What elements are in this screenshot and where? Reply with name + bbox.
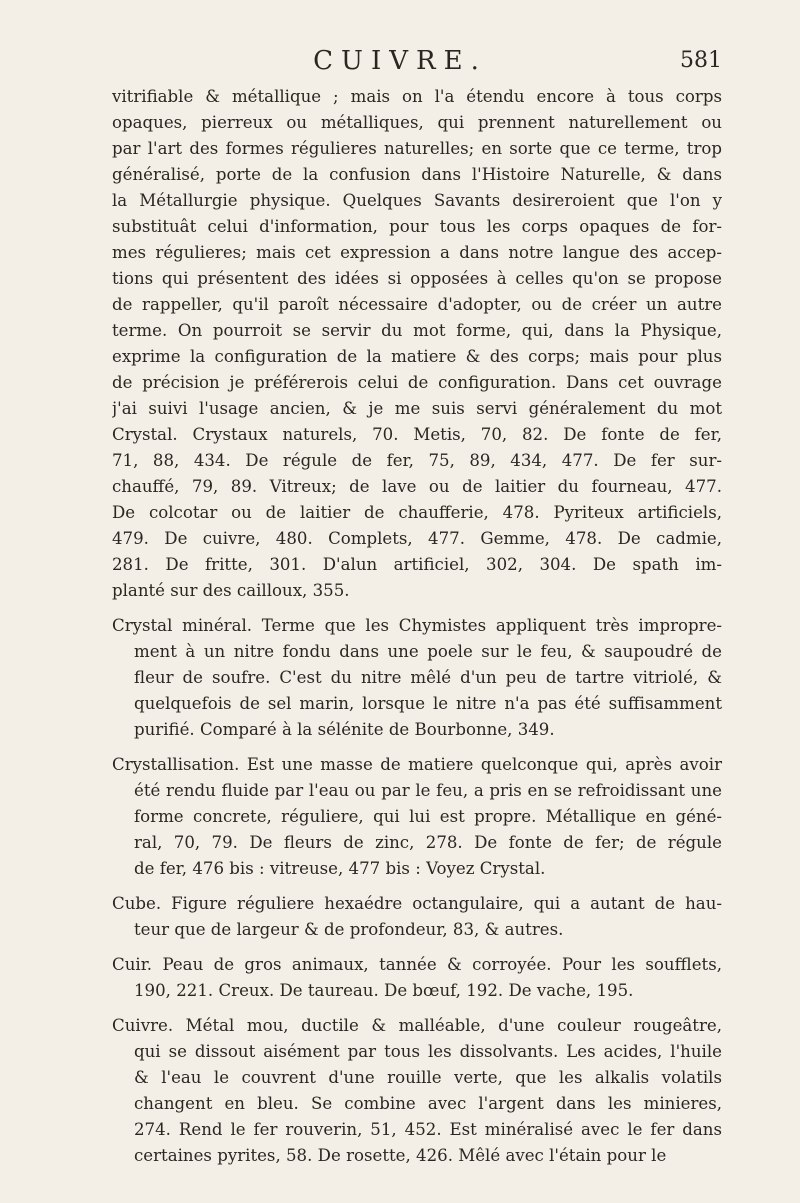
entry-line: Cuivre. Métal mou, ductile & malléable, d'une couleur rougeâtre, [112,1016,722,1035]
entry-line: Crystal. Crystaux naturels, 70. Metis, 70, 82. De fonte de fer, [112,425,722,444]
entry-line: de précision je préférerois celui de configuration. Dans cet ouvrage [112,373,722,392]
entry-line: 281. De fritte, 301. D'alun artificiel, 302, 304. De spath im- [112,555,722,574]
entry-line: 274. Rend le fer rouverin, 51, 452. Est minéralisé avec le fer dans [134,1120,722,1139]
entry-line: purifié. Comparé à la sélénite de Bourbonne, 349. [134,720,555,739]
entry-line: qui se dissout aisément par tous les dissolvants. Les acides, l'huile [134,1042,722,1061]
entry-line: Crystal minéral. Terme que les Chymistes appliquent très impropre- [112,616,722,635]
running-title: CUIVRE. [313,46,487,76]
entry-line: ment à un nitre fondu dans une poele sur le feu, & saupoudré de [134,642,722,661]
entry-line: substituât celui d'information, pour tous les corps opaques de for- [112,217,722,236]
entry-line: planté sur des cailloux, 355. [112,581,350,600]
entry-line: été rendu fluide par l'eau ou par le feu, a pris en se refroidissant une [134,781,722,800]
entry-line: 71, 88, 434. De régule de fer, 75, 89, 434, 477. De fer sur- [112,451,722,470]
paragraph-gap [112,1004,722,1013]
paragraph-gap [112,882,722,891]
paragraph-gap [112,943,722,952]
entry-line: De colcotar ou de laitier de chaufferie, 478. Pyriteux artificiels, [112,503,722,522]
entry-line: 479. De cuivre, 480. Complets, 477. Gemme, 478. De cadmie, [112,529,722,548]
index-entry [112,613,722,743]
entry-line: opaques, pierreux ou métalliques, qui prennent naturellement ou [112,113,722,132]
paragraph-gap [112,743,722,752]
entry-line: changent en bleu. Se combine avec l'argent dans les minieres, [134,1094,722,1113]
entry-line: généralisé, porte de la confusion dans l'Histoire Naturelle, & dans [112,165,722,184]
index-entry [112,952,722,1004]
entry-line: exprime la configuration de la matiere & des corps; mais pour plus [112,347,722,366]
entry-line: Cube. Figure réguliere hexaédre octangulaire, qui a autant de hau- [112,894,722,913]
page-header [0,46,800,86]
index-entry [112,1013,722,1169]
index-entry [112,84,722,604]
entry-line: certaines pyrites, 58. De rosette, 426. Mêlé avec l'étain pour le [134,1146,667,1165]
entry-line: fleur de soufre. C'est du nitre mêlé d'un peu de tartre vitriolé, & [134,668,722,687]
entry-line: terme. On pourroit se servir du mot forme, qui, dans la Physique, [112,321,722,340]
entry-line: ral, 70, 79. De fleurs de zinc, 278. De fonte de fer; de régule [134,833,722,852]
page-number: 581 [680,48,722,73]
entry-line: j'ai suivi l'usage ancien, & je me suis servi généralement du mot [112,399,722,418]
entry-line: Cuir. Peau de gros animaux, tannée & corroyée. Pour les soufflets, [112,955,722,974]
page-body [112,84,722,1169]
entry-line: & l'eau le couvrent d'une rouille verte, que les alkalis volatils [134,1068,722,1087]
entry-line: de fer, 476 bis : vitreuse, 477 bis : Voyez Crystal. [134,859,546,878]
entry-line: par l'art des formes régulieres naturelles; en sorte que ce terme, trop [112,139,722,158]
entry-line: mes régulieres; mais cet expression a dans notre langue des accep- [112,243,722,262]
index-entry [112,752,722,882]
entry-line: tions qui présentent des idées si opposées à celles qu'on se propose [112,269,722,288]
entry-line: quelquefois de sel marin, lorsque le nitre n'a pas été suffisamment [134,694,722,713]
entry-line: Crystallisation. Est une masse de matiere quelconque qui, après avoir [112,755,722,774]
entry-line: chauffé, 79, 89. Vitreux; de lave ou de laitier du fourneau, 477. [112,477,722,496]
entry-line: teur que de largeur & de profondeur, 83, & autres. [134,920,564,939]
entry-line: de rappeller, qu'il paroît nécessaire d'adopter, ou de créer un autre [112,295,722,314]
entry-line: la Métallurgie physique. Quelques Savants desireroient que l'on y [112,191,722,210]
paragraph-gap [112,604,722,613]
index-entry [112,891,722,943]
entry-line: forme concrete, réguliere, qui lui est propre. Métallique en géné- [134,807,722,826]
entry-line: 190, 221. Creux. De taureau. De bœuf, 192. De vache, 195. [134,981,634,1000]
entry-line: vitrifiable & métallique ; mais on l'a étendu encore à tous corps [112,87,722,106]
